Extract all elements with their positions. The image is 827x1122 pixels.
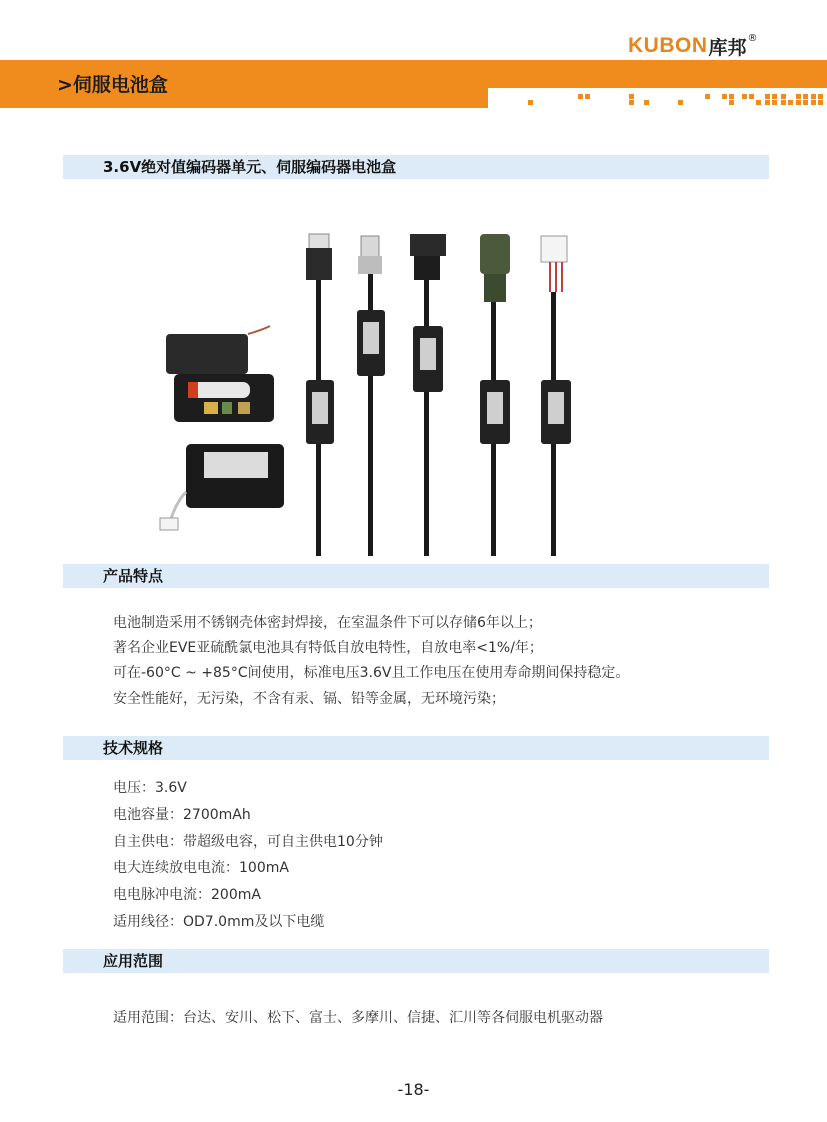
applications-title: 应用范围: [103, 952, 164, 970]
cable-5: [541, 236, 571, 556]
cable-3: [410, 234, 446, 556]
battery-box-closed: [160, 444, 284, 530]
feature-item: 安全性能好，无污染，不含有汞、镉、铅等金属，无环境污染；: [113, 691, 505, 707]
decorative-dots: [490, 92, 827, 106]
application-item: 适用范围：台达、安川、松下、富士、多摩川、信捷、汇川等各伺服电机驱动器: [113, 1010, 603, 1026]
feature-item: 电池制造采用不锈钢壳体密封焊接，在室温条件下可以存储6年以上；: [113, 615, 542, 631]
brand-logo: [628, 34, 758, 58]
spec-item: 电压：3.6V: [113, 780, 187, 796]
spec-item: 电大连续放电电流：100mA: [113, 860, 289, 876]
brand-cn-name: 库邦: [708, 36, 747, 59]
product-title: 3.6V绝对值编码器单元、伺服编码器电池盒: [103, 158, 397, 176]
cable-2: [357, 236, 385, 556]
cable-1: [306, 234, 334, 556]
features-title: 产品特点: [103, 567, 164, 585]
spec-item: 自主供电：带超级电容，可自主供电10分钟: [113, 834, 383, 850]
specs-title: 技术规格: [103, 739, 164, 757]
spec-item: 电池容量：2700mAh: [113, 807, 251, 823]
spec-item: 电电脉冲电流：200mA: [113, 887, 261, 903]
registered-mark: ®: [747, 32, 758, 44]
applications-section-bar: [63, 949, 769, 973]
page-number: -18-: [397, 1080, 430, 1099]
specs-section-bar: [63, 736, 769, 760]
feature-item: 著名企业EVE亚硫酰氯电池具有特低自放电特性，自放电率<1%/年；: [113, 640, 543, 656]
page-title: >伺服电池盒: [57, 74, 168, 96]
cable-4: [480, 234, 510, 556]
spec-item: 适用线径：OD7.0mm及以下电缆: [113, 914, 325, 930]
brand-name: KUBON: [628, 34, 708, 57]
feature-item: 可在-60°C ~ +85°C间使用，标准电压3.6V且工作电压在使用寿命期间保持稳定。: [113, 665, 630, 681]
product-photo: [158, 222, 598, 560]
battery-box-open: [166, 326, 274, 422]
features-section-bar: [63, 564, 769, 588]
